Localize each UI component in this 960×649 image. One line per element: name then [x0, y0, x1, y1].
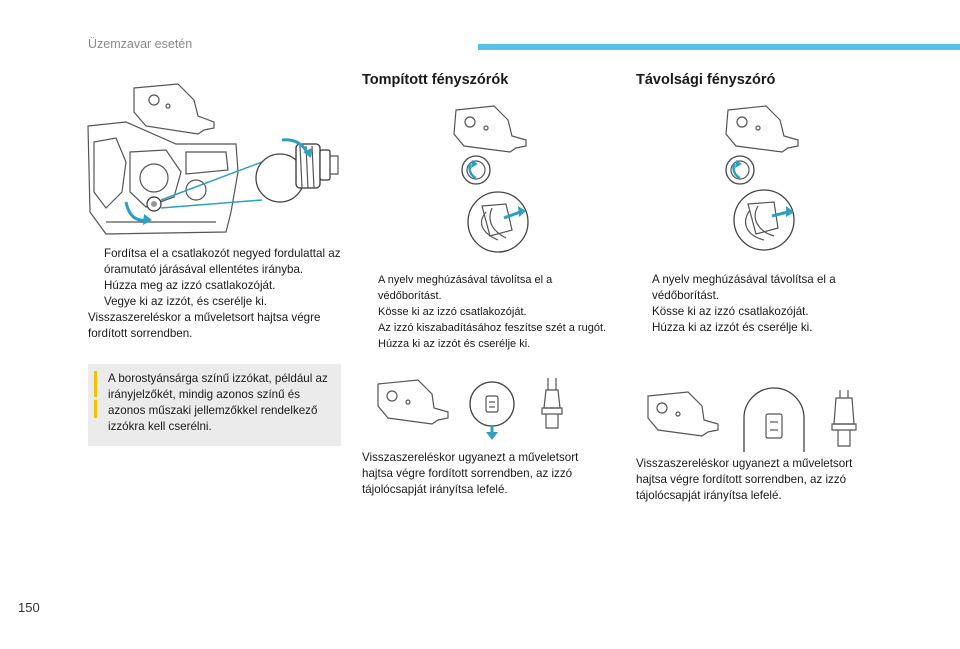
step-text: Húzza meg az izzó csatlakozóját.	[104, 279, 276, 292]
step-text: A nyelv meghúzásával távolítsa el a védőborítást.	[652, 273, 836, 302]
step-text: Vegye ki az izzót, és cserélje ki.	[104, 295, 268, 308]
info-text: A borostyánsárga színű izzókat, például az irányjelzőkét, mindig azonos színű és azonos műszaki jellemzőkkel rendelkező izzókra kell cserélni.	[108, 372, 328, 433]
reassembly-note: Visszaszereléskor a műveletsort hajtsa végre fordított sorrendben.	[88, 311, 321, 340]
headlamp-rear-illustration	[86, 82, 348, 242]
col1-steps	[88, 246, 343, 342]
step-text: Az izzó kiszabadításához feszítse szét a rugót.	[378, 322, 607, 334]
step-text: Kösse ki az izzó csatlakozóját.	[378, 306, 527, 318]
low-beam-bulb-illustration	[372, 374, 582, 440]
step-text: Fordítsa el a csatlakozót negyed fordulattal az óramutató járásával ellentétes irányba.	[104, 247, 341, 276]
step-text: Húzza ki az izzót és cserélje ki.	[652, 321, 813, 334]
col2-reassembly-note: Visszaszereléskor ugyanezt a műveletsort hajtsa végre fordított sorrendben, az izzó tájolócsapját irányítsa lefelé.	[362, 451, 579, 496]
step-text: Húzza ki az izzót és cserélje ki.	[378, 338, 531, 350]
list-item	[636, 272, 886, 304]
high-beam-bulb-illustration	[642, 388, 872, 452]
info-box	[88, 364, 341, 446]
list-item	[88, 294, 343, 310]
info-icon-stem	[94, 400, 97, 418]
running-header: Üzemzavar esetén	[88, 37, 193, 51]
info-icon	[94, 371, 97, 397]
list-item	[362, 336, 612, 352]
list-item	[362, 304, 612, 320]
step-text: Kösse ki az izzó csatlakozóját.	[652, 305, 809, 318]
col3-reassembly-note: Visszaszereléskor ugyanezt a műveletsort hajtsa végre fordított sorrendben, az izzó tájolócsapját irányítsa lefelé.	[636, 457, 853, 502]
high-beam-cover-illustration	[718, 104, 818, 254]
list-item	[362, 272, 612, 304]
list-item	[88, 246, 343, 278]
col3-steps	[636, 272, 886, 336]
col2-steps	[362, 272, 612, 352]
page-number: 150	[18, 600, 40, 615]
low-beam-cover-illustration	[446, 104, 546, 254]
list-item	[362, 320, 612, 336]
section-title-low-beam: Tompított fényszórók	[362, 72, 509, 88]
list-item	[88, 278, 343, 294]
step-text: A nyelv meghúzásával távolítsa el a védőborítást.	[378, 274, 553, 302]
list-item	[636, 320, 886, 336]
header-accent-bar	[478, 44, 960, 50]
list-item	[636, 304, 886, 320]
section-title-high-beam: Távolsági fényszóró	[636, 72, 776, 88]
